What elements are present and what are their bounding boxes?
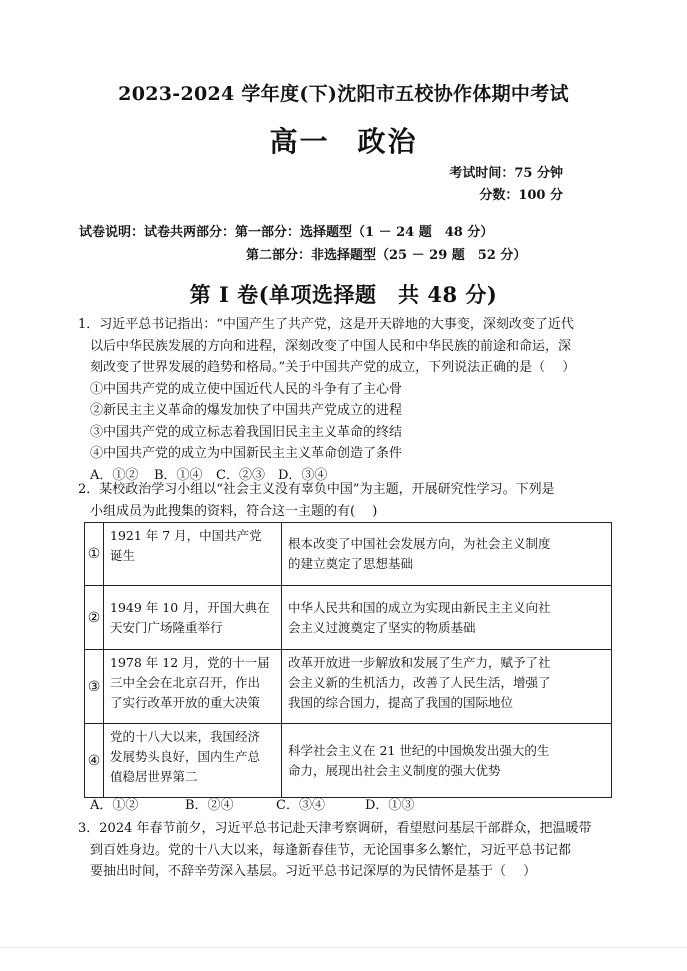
page-divider [0, 947, 687, 948]
table-row [85, 523, 612, 586]
table-row [85, 650, 612, 724]
event-line: 了实行改革开放的重大决策 [110, 695, 261, 710]
meaning-line: 中华人民共和国的成立为实现由新民主主义向社 [288, 599, 551, 615]
question-1-statement: ③中国共产党的成立标志着我国旧民主主义革命的终结 [90, 424, 403, 440]
question-1-statement: ②新民主主义革命的爆发加快了中国共产党成立的进程 [90, 403, 403, 418]
meaning-line: 的建立奠定了思想基础 [288, 556, 414, 571]
meaning-line: 我国的综合国力，提高了我国的国际地位 [288, 695, 514, 710]
instructions-line-1: 试卷说明：试卷共两部分：第一部分：选择题型（1 － 24 题 48 分） [79, 225, 494, 240]
row-number: ④ [85, 724, 104, 798]
question-3-stem-line: 到百姓身边。党的十八大以来，每逢新春佳节，无论国事多么繁忙，习近平总书记都 [90, 842, 572, 858]
question-2-options-wrap [90, 795, 414, 817]
event-line: 发展势头良好，国内生产总 [110, 749, 261, 764]
subject-label: 政治 [357, 125, 418, 158]
question-3-stem-line: 3．2024 年春节前夕，习近平总书记赴天津考察调研，看望慰问基层干部群众，把温暖带 [78, 821, 592, 836]
meaning-line: 科学社会主义在 21 世纪的中国焕发出强大的生 [288, 742, 550, 758]
event-line: 1978 年 12 月，党的十一届 [110, 655, 270, 670]
option-b: B．①④ [154, 467, 203, 483]
question-2-stem-line: 小组成员为此搜集的资料，符合这一主题的有( ) [90, 503, 378, 519]
meaning-cell [282, 650, 612, 724]
question-2 [78, 479, 555, 522]
option-d: D．③④ [278, 467, 328, 483]
meaning-line: 命力，展现出社会主义制度的强大优势 [288, 762, 501, 778]
grade-label: 高一 [269, 125, 330, 158]
event-cell [104, 650, 282, 724]
event-line: 天安门广场隆重举行 [110, 619, 223, 635]
question-1-statement: ①中国共产党的成立使中国近代人民的斗争有了主心骨 [90, 381, 403, 397]
question-2-table [84, 522, 612, 798]
row-number: ② [85, 586, 104, 650]
row-number: ③ [85, 650, 104, 724]
option-b: B．②④ [185, 798, 234, 813]
event-line: 诞生 [110, 548, 136, 563]
option-d: D．①③ [365, 798, 415, 813]
meaning-cell [282, 586, 612, 650]
question-3-stem-line: 要抽出时间，不辞辛劳深入基层。习近平总书记深厚的为民情怀是基于（ ） [90, 864, 537, 879]
event-line: 党的十八大以来，我国经济 [110, 729, 261, 744]
section-title: 第 I 卷(单项选择题 共 48 分) [189, 282, 498, 307]
row-number: ① [85, 523, 104, 586]
event-cell [104, 586, 282, 650]
exam-score: 分数：100 分 [479, 188, 563, 203]
table-row [85, 586, 612, 650]
event-line: 1921 年 7 月，中国共产党 [110, 528, 262, 543]
meaning-line: 根本改变了中国社会发展方向，为社会主义制度 [288, 536, 551, 551]
event-cell [104, 724, 282, 798]
meaning-cell [282, 523, 612, 586]
meaning-line: 改革开放进一步解放和发展了生产力，赋予了社 [288, 655, 551, 670]
option-c: C．③④ [276, 798, 325, 813]
grade-subject-heading [0, 120, 687, 160]
option-a: A．①② [90, 467, 139, 483]
exam-time: 考试时间：75 分钟 [449, 166, 563, 181]
question-3 [78, 818, 592, 883]
event-line: 1949 年 10 月，开国大典在 [110, 599, 270, 615]
question-1-stem-line: 刻改变了世界发展的趋势和格局。”关于中国共产党的成立，下列说法正确的是（ ） [90, 360, 576, 375]
meaning-cell [282, 724, 612, 798]
question-2-stem-line: 2．某校政治学习小组以“社会主义没有辜负中国”为主题，开展研究性学习。下列是 [78, 482, 555, 497]
event-line: 值稳居世界第二 [110, 769, 198, 784]
question-1 [78, 314, 575, 486]
meaning-line: 会主义过渡奠定了坚实的物质基础 [288, 619, 476, 635]
event-line: 三中全会在北京召开，作出 [110, 675, 261, 690]
question-1-stem-line: 1．习近平总书记指出：“中国产生了共产党，这是开天辟地的大事变，深刻改变了近代 [78, 317, 574, 332]
table-row [85, 724, 612, 798]
meaning-line: 会主义新的生机活力，改善了人民生活，增强了 [288, 675, 551, 690]
exam-title: 2023-2024 学年度(下)沈阳市五校协作体期中考试 [118, 83, 569, 105]
question-1-stem-line: 以后中华民族发展的方向和进程，深刻改变了中国人民和中华民族的前途和命运，深 [90, 338, 572, 354]
question-1-statement: ④中国共产党的成立为中国新民主主义革命创造了条件 [90, 446, 403, 461]
question-2-options [90, 795, 414, 817]
event-cell [104, 523, 282, 586]
option-c: C．②③ [216, 467, 265, 483]
option-a: A．①② [90, 798, 139, 813]
instructions-line-2: 第二部分：非选择题型（25 － 29 题 52 分） [246, 248, 527, 263]
